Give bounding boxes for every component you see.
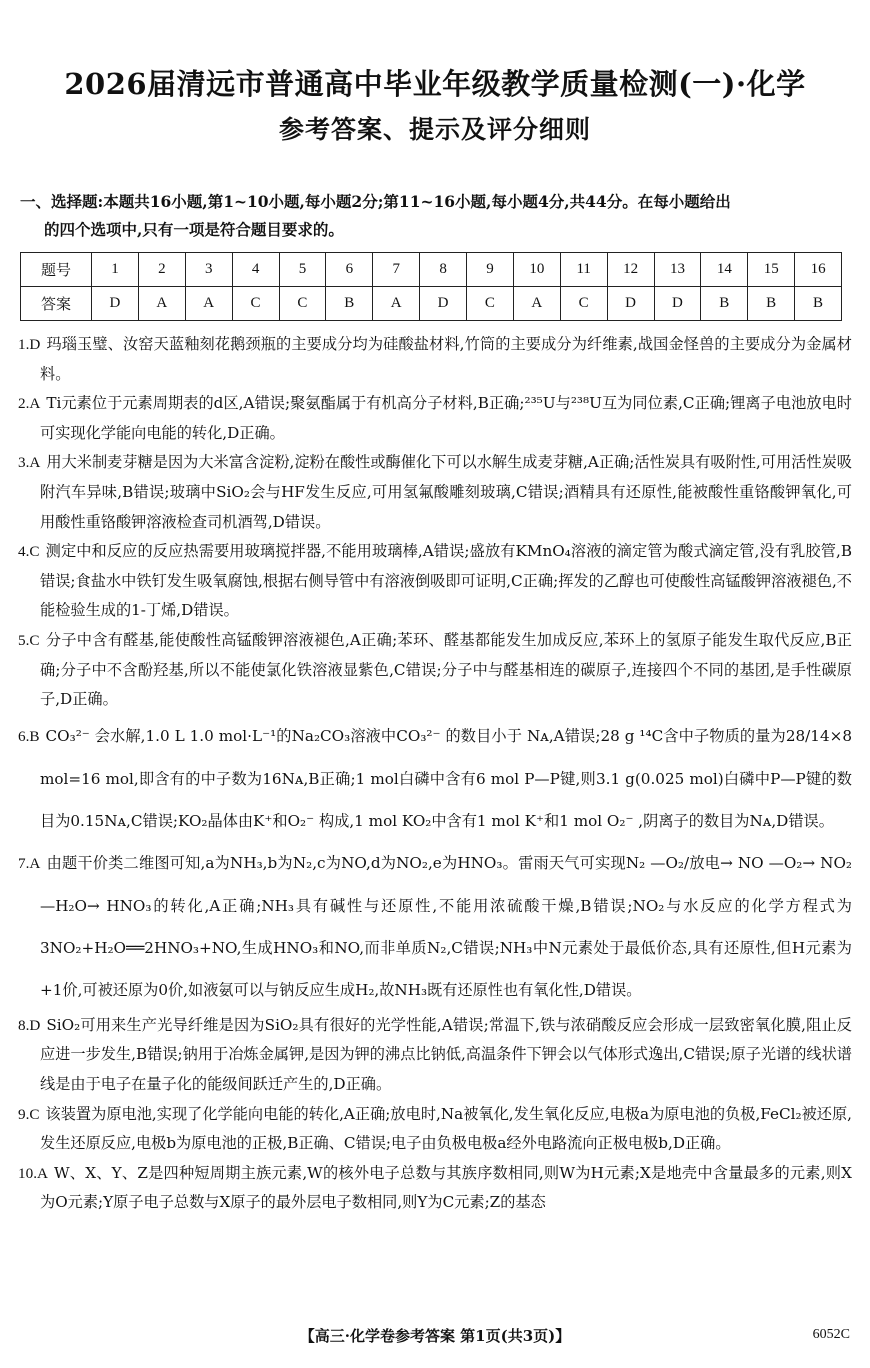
- answer-cell: C: [467, 287, 514, 321]
- answer-cell: C: [560, 287, 607, 321]
- question-number-cell: 14: [701, 253, 748, 287]
- answer-cell: B: [748, 287, 795, 321]
- question-number-cell: 9: [467, 253, 514, 287]
- question-number-cell: 4: [232, 253, 279, 287]
- section-heading-line2: 的四个选项中,只有一项是符合题目要求的。: [44, 220, 344, 239]
- question-number-cell: 7: [373, 253, 420, 287]
- question-number-cell: 5: [279, 253, 326, 287]
- explanation-text: 用大米制麦芽糖是因为大米富含淀粉,淀粉在酸性或酶催化下可以水解生成麦芽糖,A正确;活性炭具有吸附性,可用活性炭吸附汽车异味,B错误;玻璃中SiO₂会与HF发生反应,可用氢氟酸雕刻玻璃,C错误;酒精具有还原性,能被酸性重铬酸钾氧化,可用酸性重铬酸钾溶液检查司机酒驾,D错误。: [40, 453, 852, 531]
- explanation-item: [18, 1159, 852, 1218]
- explanation-number: 7.A: [18, 854, 41, 872]
- question-number-cell: 10: [513, 253, 560, 287]
- explanation-item: [18, 842, 852, 1011]
- answer-cell: A: [185, 287, 232, 321]
- explanation-number: 3.A: [18, 454, 41, 472]
- explanation-number: 10.A: [18, 1164, 48, 1182]
- answer-cell: D: [607, 287, 654, 321]
- explanation-item: [18, 537, 852, 626]
- explanation-number: 6.B: [18, 727, 40, 745]
- explanation-item: [18, 389, 852, 448]
- answer-cell: B: [326, 287, 373, 321]
- explanation-text: 玛瑙玉璧、汝窑天蓝釉刻花鹅颈瓶的主要成分均为硅酸盐材料,竹筒的主要成分为纤维素,战国金怪兽的主要成分为金属材料。: [40, 335, 852, 383]
- explanation-item: [18, 1011, 852, 1100]
- page-title: 2026届清远市普通高中毕业年级教学质量检测(一)·化学: [64, 67, 806, 101]
- answer-table: [20, 252, 842, 321]
- explanation-number: 2.A: [18, 395, 41, 413]
- question-number-cell: 8: [420, 253, 467, 287]
- explanation-text: Ti元素位于元素周期表的d区,A错误;聚氨酯属于有机高分子材料,B正确;²³⁵U与²³⁸U互为同位素,C正确;锂离子电池放电时可实现化学能向电能的转化,D正确。: [40, 394, 852, 442]
- section-heading: [20, 188, 855, 244]
- question-number-cell: 11: [560, 253, 607, 287]
- question-number-cell: 6: [326, 253, 373, 287]
- answer-cell: D: [420, 287, 467, 321]
- question-number-cell: 16: [795, 253, 842, 287]
- explanation-item: [18, 1100, 852, 1159]
- explanation-text: SiO₂可用来生产光导纤维是因为SiO₂具有很好的光学性能,A错误;常温下,铁与浓硝酸反应会形成一层致密氧化膜,阻止反应进一步发生,B错误;钠用于冶炼金属钾,是因为钾的沸点比钠低,高温条件下钾会以气体形式逸出,C错误;原子光谱的线状谱线是由于电子在量子化的能级间跃迁产生的,D正确。: [40, 1015, 852, 1093]
- explanation-text: W、X、Y、Z是四种短周期主族元素,W的核外电子总数与其族序数相同,则W为H元素;X是地壳中含量最多的元素,则X为O元素;Y原子电子总数与X原子的最外层电子数相同,则Y为C元素;Z的基态: [40, 1163, 852, 1212]
- question-number-cell: 3: [185, 253, 232, 287]
- answer-cell: D: [92, 287, 139, 321]
- explanation-text: 分子中含有醛基,能使酸性高锰酸钾溶液褪色,A正确;苯环、醛基都能发生加成反应,苯环上的氢原子能发生取代反应,B正确;分子中不含酚羟基,所以不能使氯化铁溶液显紫色,C错误;分子中与醛基相连的碳原子,连接四个不同的基团,是手性碳原子,D正确。: [40, 630, 852, 709]
- explanation-text: 该装置为原电池,实现了化学能向电能的转化,A正确;放电时,Na被氧化,发生氧化反应,电极a为原电池的负极,FeCl₂被还原,发生还原反应,电极b为原电池的正极,B正确、C错误;电子由负极电极a经外电路流向正极电极b,D正确。: [40, 1104, 852, 1153]
- answer-cell: D: [654, 287, 701, 321]
- explanation-number: 9.C: [18, 1105, 40, 1123]
- row-header-number: 题号: [21, 253, 92, 287]
- answer-cell: C: [232, 287, 279, 321]
- answer-cell: A: [513, 287, 560, 321]
- question-number-cell: 15: [748, 253, 795, 287]
- explanation-item: [18, 626, 852, 715]
- answer-cell: A: [138, 287, 185, 321]
- question-number-cell: 13: [654, 253, 701, 287]
- explanation-text: 测定中和反应的反应热需要用玻璃搅拌器,不能用玻璃棒,A错误;盛放有KMnO₄溶液的滴定管为酸式滴定管,没有乳胶管,B错误;食盐水中铁钉发生吸氧腐蚀,根据右侧导管中有溶液倒吸即可证明,C正确;挥发的乙醇也可使酸性高锰酸钾溶液褪色,不能检验生成的1-丁烯,D错误。: [40, 542, 852, 620]
- explanation-number: 1.D: [18, 336, 41, 353]
- answer-cell: B: [701, 287, 748, 321]
- explanation-item: [18, 448, 852, 537]
- answer-table-answer-row: [21, 287, 842, 321]
- answer-cell: C: [279, 287, 326, 321]
- answer-cell: A: [373, 287, 420, 321]
- page-footer: 【高三·化学卷参考答案 第1页(共3页)】: [299, 1327, 571, 1345]
- paper-code: 6052C: [812, 1327, 850, 1342]
- explanation-text: CO₃²⁻ 会水解,1.0 L 1.0 mol·L⁻¹的Na₂CO₃溶液中CO₃²⁻ 的数目小于 Nᴀ,A错误;28 g ¹⁴C含中子物质的量为28/14×8 mol=16 mol,即含有的中子数为16Nᴀ,B正确;1 mol白磷中含有6 mol P—P键,则3.1 g(0.025 mol)白磷中P—P键的数目为0.15Nᴀ,C错误;KO₂晶体由K⁺和O₂⁻ 构成,1 mol KO₂中含有1 mol K⁺和1 mol O₂⁻ ,阴离子的数目为Nᴀ,D错误。: [40, 726, 852, 830]
- question-number-cell: 12: [607, 253, 654, 287]
- explanation-number: 5.C: [18, 631, 40, 649]
- question-number-cell: 2: [138, 253, 185, 287]
- question-number-cell: 1: [92, 253, 139, 287]
- explanation-item: [18, 715, 852, 842]
- page-subtitle: 参考答案、提示及评分细则: [278, 115, 591, 144]
- section-heading-line1: 一、选择题:本题共16小题,第1~10小题,每小题2分;第11~16小题,每小题4分,共44分。在每小题给出: [20, 192, 731, 211]
- answer-table-number-row: [21, 253, 842, 287]
- answer-cell: B: [795, 287, 842, 321]
- row-header-answer: 答案: [21, 287, 92, 321]
- explanation-text: 由题干价类二维图可知,a为NH₃,b为N₂,c为NO,d为NO₂,e为HNO₃。雷雨天气可实现N₂ —O₂/放电→ NO —O₂→ NO₂ —H₂O→ HNO₃的转化,A正确;NH₃具有碱性与还原性,不能用浓硫酸干燥,B错误;NO₂与水反应的化学方程式为3NO₂+H₂O══2HNO₃+NO,生成HNO₃和NO,而非单质N₂,C错误;NH₃中N元素处于最低价态,具有还原性,但H元素为+1价,可被还原为0价,如液氨可以与钠反应生成H₂,故NH₃既有还原性也有氧化性,D错误。: [40, 853, 852, 999]
- explanation-item: [18, 330, 852, 389]
- explanation-number: 4.C: [18, 543, 40, 561]
- explanation-list: [18, 330, 852, 1218]
- explanation-number: 8.D: [18, 1016, 41, 1034]
